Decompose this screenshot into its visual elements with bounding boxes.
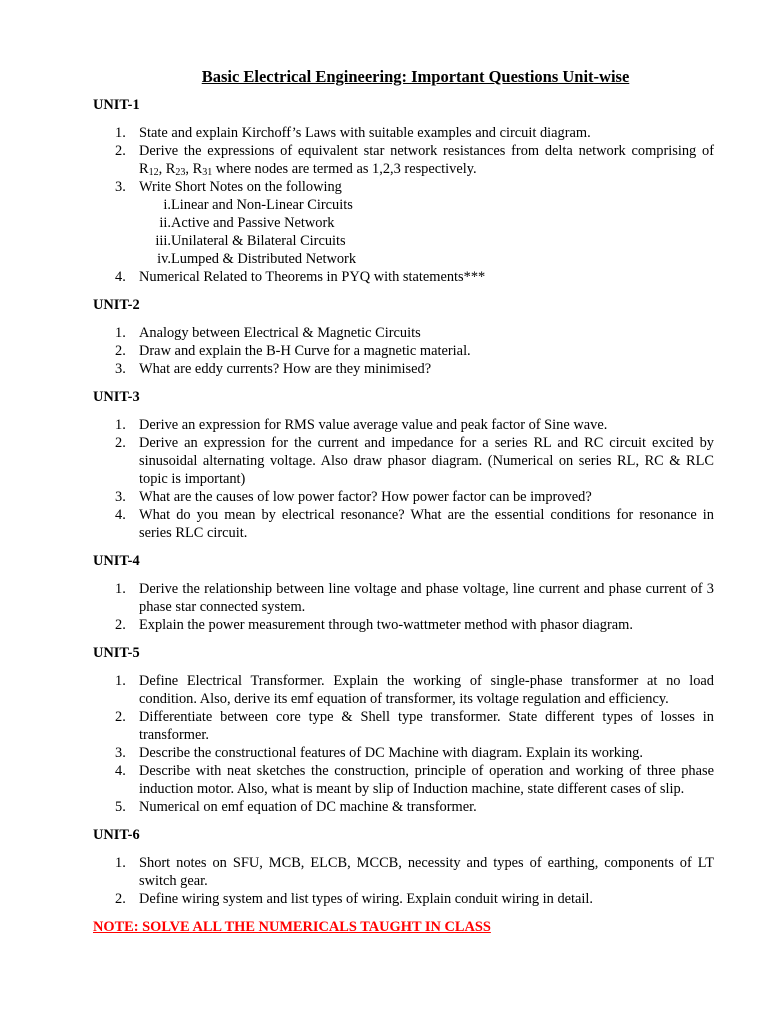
question-text: What are eddy currents? How are they minimised? (139, 361, 432, 377)
sub-item-text: Active and Passive Network (171, 215, 335, 231)
sub-list (139, 196, 714, 268)
question-text (139, 143, 714, 177)
question-number: 5. (115, 799, 126, 815)
question-text: Derive an expression for RMS value average value and peak factor of Sine wave. (139, 417, 608, 433)
question-text: Short notes on SFU, MCB, ELCB, MCCB, necessity and types of earthing, components of LT switch gear. (139, 855, 714, 889)
sub-item-text: Linear and Non-Linear Circuits (171, 197, 353, 213)
sub-item (139, 214, 714, 232)
question-text: Derive an expression for the current and impedance for a series RL and RC circuit excited by sinusoidal alternating voltage. Also draw phasor diagram. (Numerical on series RL, RC & RLC topic is important) (139, 435, 714, 487)
question-text: What do you mean by electrical resonance? What are the essential conditions for resonance in series RLC circuit. (139, 507, 714, 541)
sub-item-number: iv. (157, 251, 171, 267)
question-number: 1. (115, 855, 126, 871)
question-item (93, 178, 714, 268)
sub-item-text: Unilateral & Bilateral Circuits (171, 233, 346, 249)
question-list (93, 124, 714, 286)
question-text: Write Short Notes on the following (139, 179, 342, 195)
question-number: 4. (115, 763, 126, 779)
question-text: Numerical on emf equation of DC machine & transformer. (139, 799, 477, 815)
subscript-text: 31 (202, 167, 213, 178)
note-text: NOTE: SOLVE ALL THE NUMERICALS TAUGHT IN CLASS (93, 919, 491, 935)
question-list (93, 672, 714, 816)
sub-item-number: iii. (155, 233, 171, 249)
question-item (93, 506, 714, 542)
question-item (93, 798, 714, 816)
unit-heading: UNIT-2 (93, 297, 140, 313)
question-text: What are the causes of low power factor? How power factor can be improved? (139, 489, 592, 505)
unit-heading: UNIT-5 (93, 645, 140, 661)
question-text: Analogy between Electrical & Magnetic Circuits (139, 325, 421, 341)
question-number: 2. (115, 143, 126, 159)
question-text: Explain the power measurement through two-wattmeter method with phasor diagram. (139, 617, 633, 633)
question-number: 4. (115, 269, 126, 285)
text-segment: Derive the expressions of equivalent star network resistances from delta network comprising of R (139, 143, 714, 177)
question-list (93, 324, 714, 378)
question-item (93, 708, 714, 744)
question-number: 2. (115, 709, 126, 725)
question-item (93, 124, 714, 142)
sub-item (139, 250, 714, 268)
question-item (93, 488, 714, 506)
sub-item-number: i. (163, 197, 171, 213)
question-number: 2. (115, 891, 126, 907)
document-title: Basic Electrical Engineering: Important Questions Unit-wise (201, 67, 630, 86)
question-item (93, 854, 714, 890)
question-number: 1. (115, 673, 126, 689)
question-number: 2. (115, 343, 126, 359)
question-text: Derive the relationship between line voltage and phase voltage, line current and phase current of 3 phase star connected system. (139, 581, 714, 615)
text-segment: , R (185, 161, 203, 177)
question-number: 2. (115, 617, 126, 633)
question-text: Define Electrical Transformer. Explain the working of single-phase transformer at no load condition. Also, derive its emf equation of transformer, its voltage regulation and efficiency. (139, 673, 714, 707)
sub-item-text: Lumped & Distributed Network (171, 251, 357, 267)
sub-item (139, 232, 714, 250)
question-text: Describe with neat sketches the construction, principle of operation and working of three phase induction motor. Also, what is meant by slip of Induction machine, state different cases of slip. (139, 763, 714, 797)
sub-item (139, 196, 714, 214)
question-item (93, 890, 714, 908)
units-container (93, 96, 714, 908)
question-text: Draw and explain the B-H Curve for a magnetic material. (139, 343, 471, 359)
question-text: Describe the constructional features of DC Machine with diagram. Explain its working. (139, 745, 643, 761)
unit-heading: UNIT-4 (93, 553, 140, 569)
sub-item-number: ii. (159, 215, 171, 231)
unit-heading: UNIT-1 (93, 97, 140, 113)
question-number: 1. (115, 417, 126, 433)
question-number: 1. (115, 325, 126, 341)
question-number: 1. (115, 125, 126, 141)
question-number: 3. (115, 489, 126, 505)
question-list (93, 580, 714, 634)
question-item (93, 324, 714, 342)
question-text: Define wiring system and list types of wiring. Explain conduit wiring in detail. (139, 891, 594, 907)
question-item (93, 360, 714, 378)
question-item (93, 142, 714, 178)
question-text: Numerical Related to Theorems in PYQ with statements*** (139, 269, 486, 285)
question-number: 2. (115, 435, 126, 451)
question-item (93, 744, 714, 762)
question-item (93, 580, 714, 616)
text-segment: where nodes are termed as 1,2,3 respectively. (212, 161, 477, 177)
question-item (93, 672, 714, 708)
question-item (93, 762, 714, 798)
question-list (93, 854, 714, 908)
question-text: Differentiate between core type & Shell type transformer. State different types of losses in transformer. (139, 709, 714, 743)
subscript-text: 23 (175, 167, 186, 178)
question-item (93, 342, 714, 360)
text-segment: , R (158, 161, 176, 177)
question-item (93, 416, 714, 434)
question-item (93, 616, 714, 634)
question-number: 1. (115, 581, 126, 597)
question-number: 3. (115, 745, 126, 761)
question-item (93, 434, 714, 488)
question-text: State and explain Kirchoff’s Laws with suitable examples and circuit diagram. (139, 125, 591, 141)
question-number: 3. (115, 361, 126, 377)
question-item (93, 268, 714, 286)
question-list (93, 416, 714, 542)
question-number: 3. (115, 179, 126, 195)
subscript-text: 12 (148, 167, 159, 178)
unit-heading: UNIT-3 (93, 389, 140, 405)
unit-heading: UNIT-6 (93, 827, 140, 843)
question-number: 4. (115, 507, 126, 523)
